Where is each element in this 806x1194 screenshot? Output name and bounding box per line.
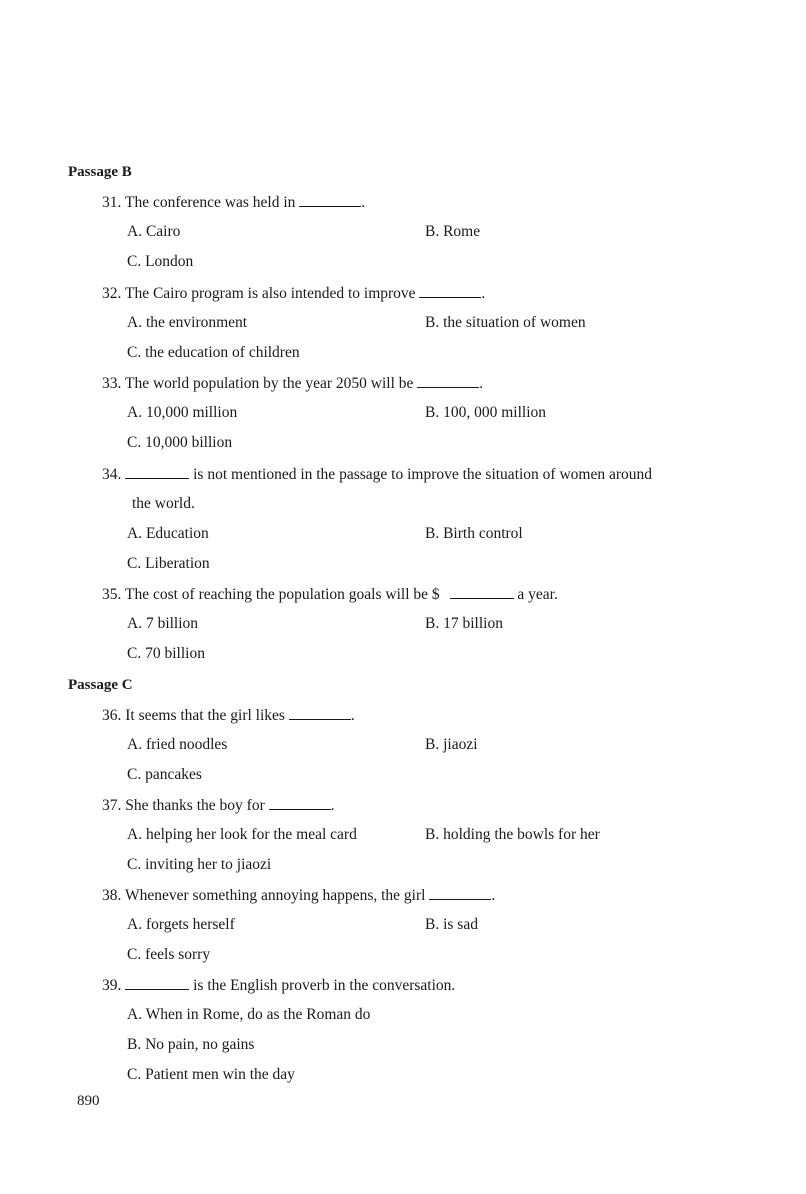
- question-number: 32.: [102, 285, 122, 302]
- answer-blank: [299, 192, 361, 207]
- option-a: A. Education: [127, 525, 209, 542]
- question-text: Whenever something annoying happens, the girl: [124, 887, 426, 904]
- question-37: [102, 795, 334, 816]
- question-number: 31.: [102, 194, 122, 211]
- answer-blank: [429, 885, 491, 900]
- question-38: [102, 885, 495, 906]
- question-32: [102, 283, 485, 304]
- option-b: B. is sad: [425, 916, 478, 933]
- answer-blank: [125, 975, 189, 990]
- option-c: C. Liberation: [127, 555, 210, 572]
- question-tail: .: [479, 375, 484, 392]
- question-33: [102, 373, 483, 394]
- option-a: A. forgets herself: [127, 916, 235, 933]
- answer-blank: [125, 464, 189, 479]
- question-text: She thanks the boy for: [125, 797, 265, 814]
- option-c: C. London: [127, 253, 194, 270]
- option-a: A. When in Rome, do as the Roman do: [127, 1006, 371, 1023]
- option-c: C. pancakes: [127, 766, 202, 783]
- question-number: 38.: [102, 887, 122, 904]
- option-a: A. helping her look for the meal card: [127, 826, 357, 843]
- question-number: 37.: [102, 797, 122, 814]
- option-a: A. fried noodles: [127, 736, 228, 753]
- question-35: [102, 584, 558, 605]
- option-c: C. the education of children: [127, 344, 300, 361]
- question-number: 34.: [102, 466, 122, 483]
- option-c: C. inviting her to jiaozi: [127, 856, 272, 873]
- question-tail: .: [330, 797, 335, 814]
- question-tail: .: [350, 707, 355, 724]
- section-heading: Passage B: [68, 164, 132, 180]
- option-a: A. Cairo: [127, 223, 181, 240]
- question-39: [102, 975, 455, 996]
- question-text: The world population by the year 2050 will be: [124, 375, 414, 392]
- question-number: 35.: [102, 586, 122, 603]
- question-text: The Cairo program is also intended to improve: [124, 285, 416, 302]
- question-tail: .: [481, 285, 486, 302]
- answer-blank: [289, 705, 351, 720]
- option-c: C. Patient men win the day: [127, 1066, 295, 1083]
- option-b: B. 100, 000 million: [425, 404, 546, 421]
- option-b: B. the situation of women: [425, 314, 586, 331]
- question-36: [102, 705, 355, 726]
- option-b: B. Rome: [425, 223, 481, 240]
- question-text: is the English proverb in the conversation.: [193, 977, 456, 994]
- page-number: 890: [77, 1093, 100, 1109]
- question-text: The conference was held in: [124, 194, 296, 211]
- section-heading: Passage C: [68, 677, 133, 693]
- answer-blank: [419, 283, 481, 298]
- question-number: 36.: [102, 707, 122, 724]
- question-text: It seems that the girl likes: [125, 707, 285, 724]
- question-31: [102, 192, 365, 213]
- option-b: B. 17 billion: [425, 615, 503, 632]
- question-tail: .: [361, 194, 366, 211]
- question-tail: .: [491, 887, 496, 904]
- question-continuation: the world.: [132, 495, 195, 512]
- option-b: B. No pain, no gains: [127, 1036, 255, 1053]
- option-b: B. holding the bowls for her: [425, 826, 600, 843]
- option-a: A. 7 billion: [127, 615, 199, 632]
- option-b: B. jiaozi: [425, 736, 478, 753]
- answer-blank: [269, 795, 331, 810]
- option-c: C. feels sorry: [127, 946, 211, 963]
- answer-blank: [417, 373, 479, 388]
- answer-blank: [450, 584, 514, 599]
- option-c: C. 70 billion: [127, 645, 205, 662]
- option-a: A. the environment: [127, 314, 248, 331]
- question-number: 33.: [102, 375, 122, 392]
- option-c: C. 10,000 billion: [127, 434, 233, 451]
- question-number: 39.: [102, 977, 122, 994]
- question-text: The cost of reaching the population goals will be $: [124, 586, 440, 603]
- option-b: B. Birth control: [425, 525, 523, 542]
- option-a: A. 10,000 million: [127, 404, 238, 421]
- question-text: is not mentioned in the passage to improve the situation of women around: [193, 466, 653, 483]
- question-34: [102, 464, 652, 485]
- question-tail: a year.: [517, 586, 558, 603]
